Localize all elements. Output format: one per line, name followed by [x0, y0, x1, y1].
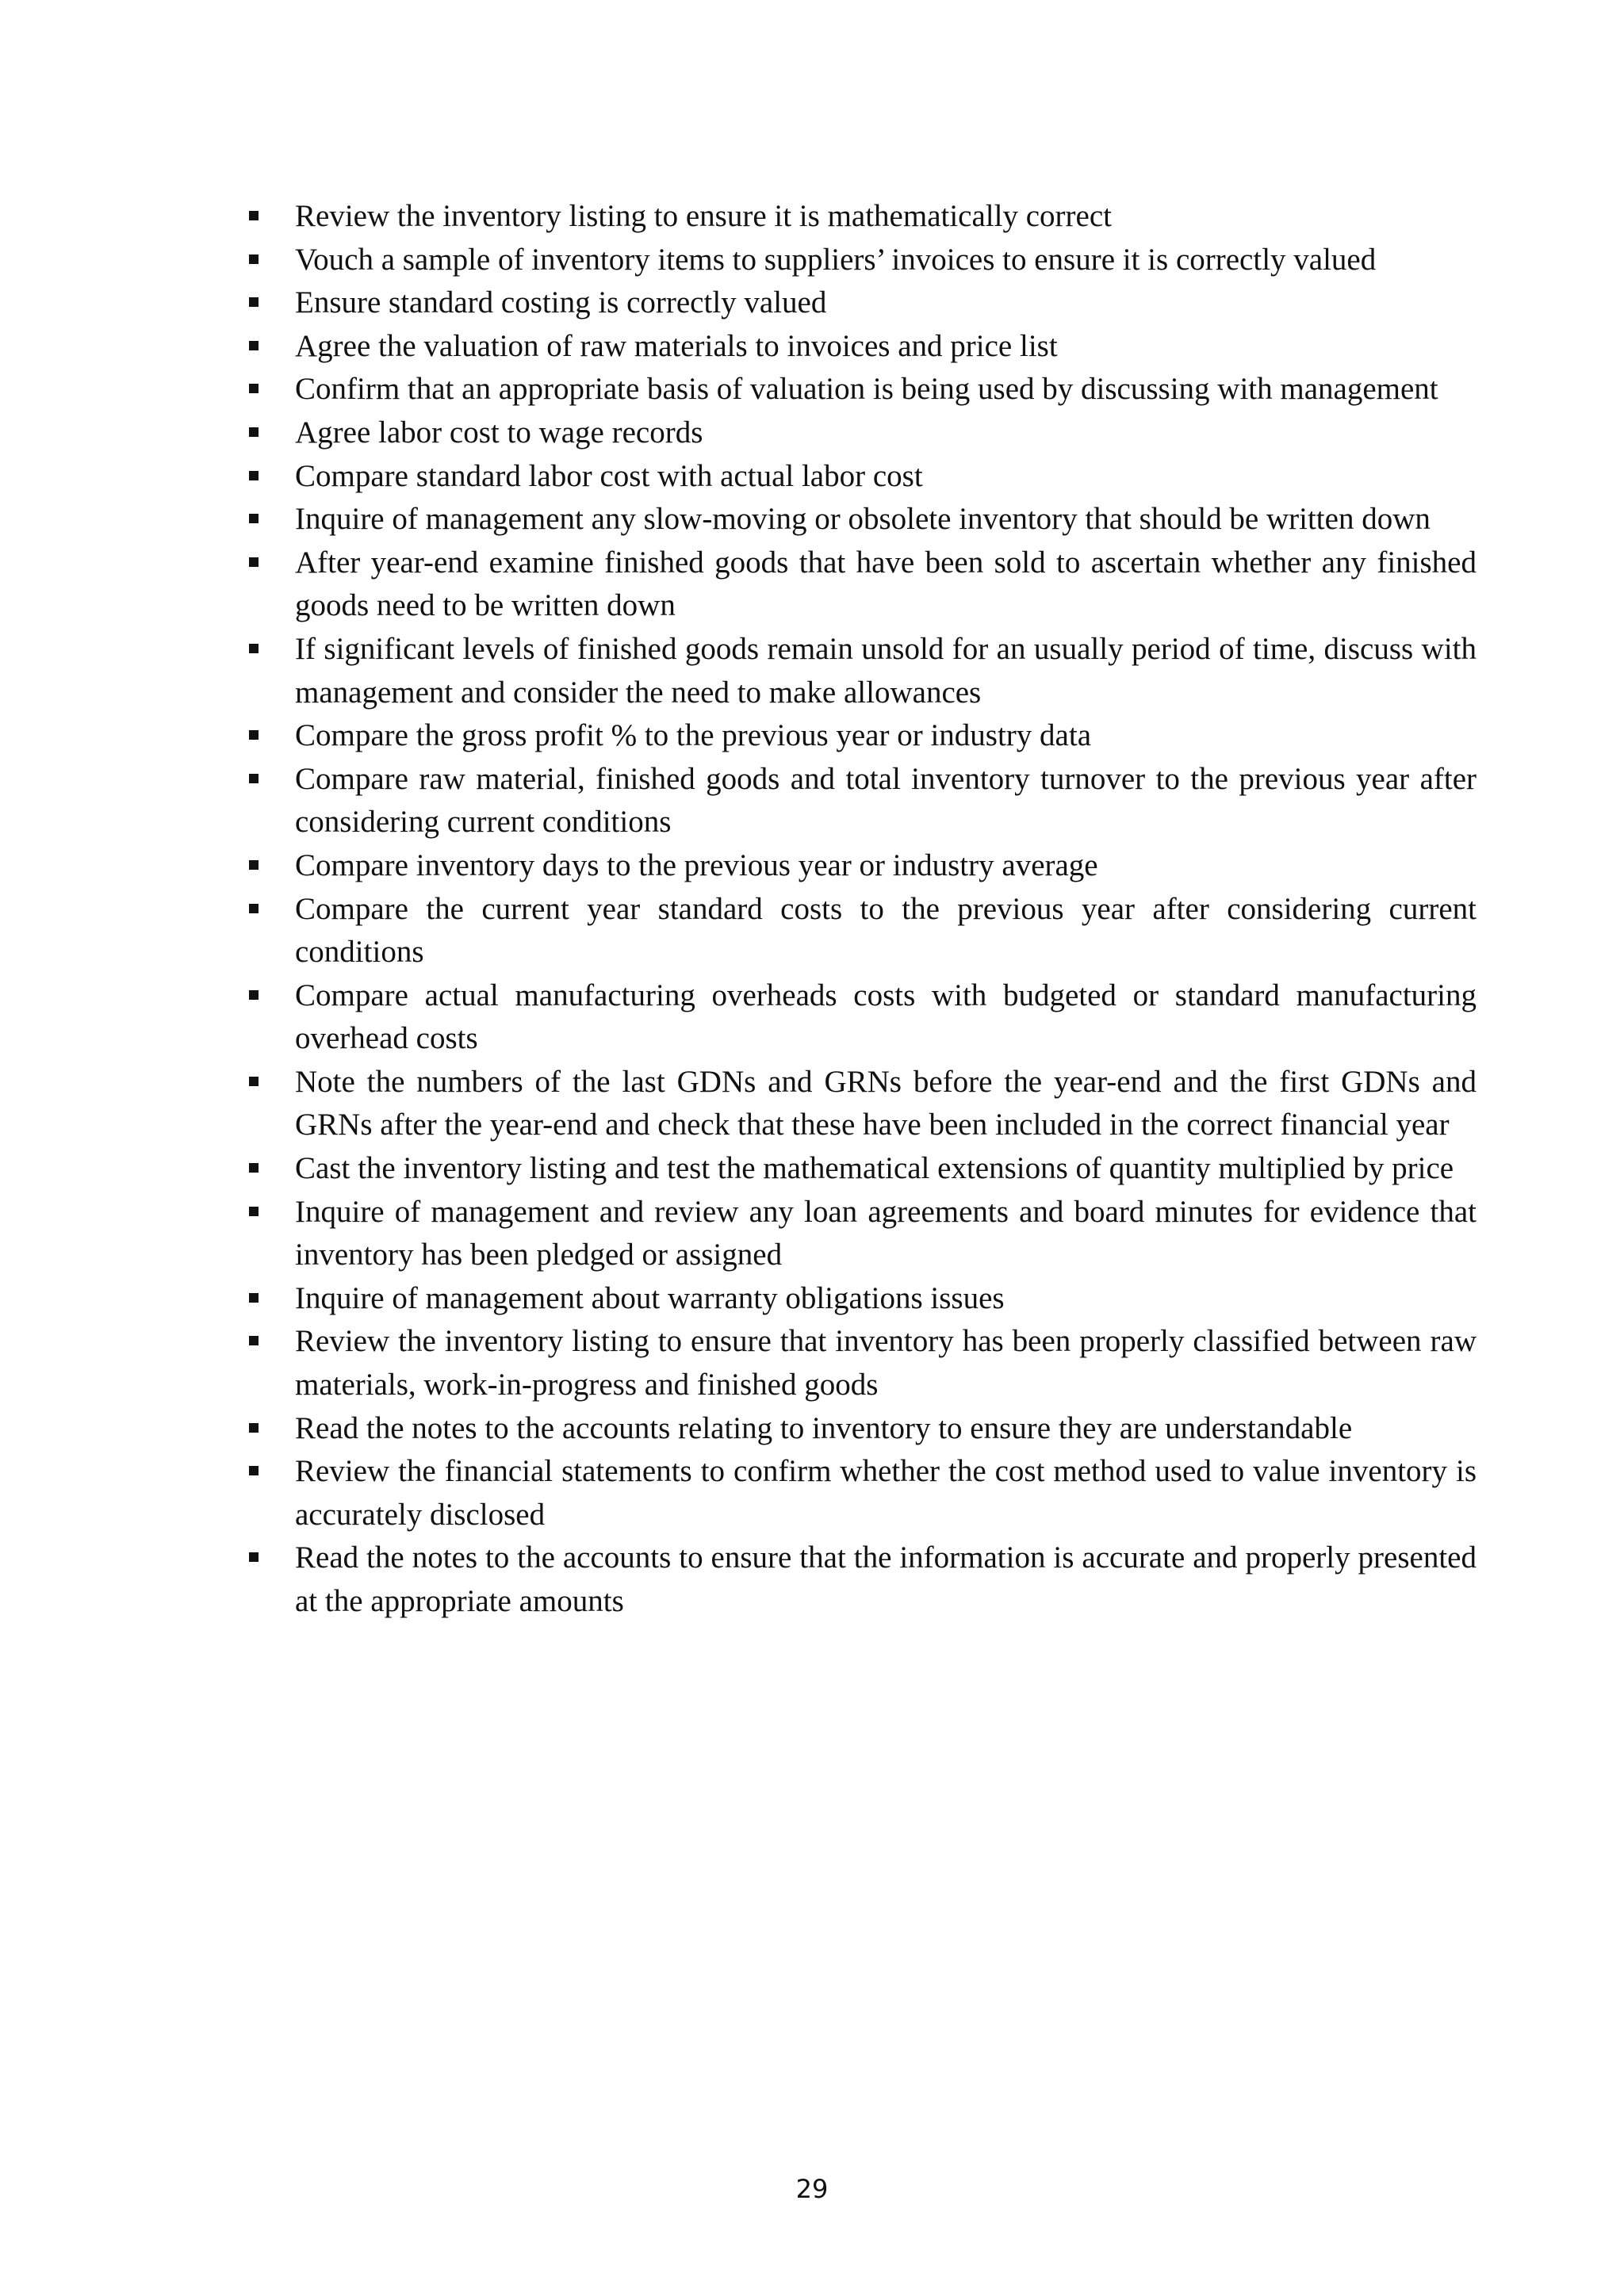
list-item — [243, 888, 1477, 974]
list-item — [243, 541, 1477, 628]
square-bullet-icon — [249, 254, 259, 264]
list-item-text: Ensure standard costing is correctly valued — [295, 285, 827, 320]
list-item — [243, 844, 1477, 888]
square-bullet-icon — [249, 1552, 259, 1562]
square-bullet-icon — [249, 427, 259, 437]
square-bullet-icon — [249, 557, 259, 567]
list-item-text: Inquire of management and review any loan agreements and board minutes for evidence that inventory has been pledged or assigned — [295, 1194, 1477, 1272]
list-item-text: Inquire of management any slow-moving or obsolete inventory that should be written down — [295, 502, 1431, 537]
list-item-text: Review the inventory listing to ensure it is mathematically correct — [295, 199, 1112, 233]
square-bullet-icon — [249, 730, 259, 740]
list-item-text: Vouch a sample of inventory items to suppliers’ invoices to ensure it is correctly valued — [295, 242, 1377, 277]
list-item-text: Review the financial statements to confirm whether the cost method used to value inventory is accurately disclosed — [295, 1454, 1477, 1532]
list-item — [243, 1320, 1477, 1406]
list-item-text: If significant levels of finished goods remain unsold for an usually period of time, discuss with management and consider the need to make allowances — [295, 631, 1477, 710]
square-bullet-icon — [249, 1293, 259, 1303]
list-item — [243, 1536, 1477, 1623]
square-bullet-icon — [249, 1466, 259, 1475]
square-bullet-icon — [249, 1423, 259, 1433]
square-bullet-icon — [249, 211, 259, 220]
page-number: 29 — [795, 2174, 829, 2204]
list-item-text: Compare the gross profit % to the previous year or industry data — [295, 718, 1092, 753]
square-bullet-icon — [249, 904, 259, 913]
square-bullet-icon — [249, 384, 259, 393]
list-item — [243, 628, 1477, 714]
list-item — [243, 239, 1477, 282]
list-item — [243, 758, 1477, 844]
list-item — [243, 455, 1477, 499]
list-item — [243, 498, 1477, 541]
list-item — [243, 325, 1477, 369]
square-bullet-icon — [249, 1336, 259, 1345]
list-item-text: Compare inventory days to the previous year or industry average — [295, 848, 1098, 882]
list-item-text: Agree the valuation of raw materials to invoices and price list — [295, 328, 1058, 363]
square-bullet-icon — [249, 1207, 259, 1216]
list-item — [243, 281, 1477, 325]
list-item — [243, 368, 1477, 411]
list-item-text: Note the numbers of the last GDNs and GRNs before the year-end and the first GDNs and GRNs after the year-end and check that these have been included in the correct financial year — [295, 1064, 1477, 1142]
list-item — [243, 1061, 1477, 1147]
list-item-text: Inquire of management about warranty obligations issues — [295, 1280, 1005, 1315]
list-item-text: Compare the current year standard costs to the previous year after considering current conditions — [295, 891, 1477, 970]
bullet-list — [243, 195, 1477, 1624]
list-item — [243, 1191, 1477, 1277]
square-bullet-icon — [249, 860, 259, 870]
square-bullet-icon — [249, 471, 259, 480]
list-item-text: Confirm that an appropriate basis of valuation is being used by discussing with management — [295, 372, 1438, 407]
square-bullet-icon — [249, 644, 259, 653]
list-item — [243, 195, 1477, 239]
list-item-text: Compare actual manufacturing overheads costs with budgeted or standard manufacturing overhead costs — [295, 978, 1477, 1056]
square-bullet-icon — [249, 341, 259, 350]
square-bullet-icon — [249, 514, 259, 523]
list-item-text: After year-end examine finished goods that have been sold to ascertain whether any finished goods need to be written down — [295, 545, 1477, 623]
square-bullet-icon — [249, 1163, 259, 1173]
list-item — [243, 714, 1477, 758]
list-item — [243, 974, 1477, 1061]
list-item — [243, 1277, 1477, 1321]
square-bullet-icon — [249, 774, 259, 783]
list-item — [243, 1450, 1477, 1536]
list-item-text: Review the inventory listing to ensure that inventory has been properly classified between raw materials, work-in-progress and finished goods — [295, 1324, 1477, 1402]
list-item-text: Cast the inventory listing and test the mathematical extensions of quantity multiplied by price — [295, 1151, 1454, 1186]
square-bullet-icon — [249, 990, 259, 1000]
square-bullet-icon — [249, 297, 259, 307]
list-item — [243, 1407, 1477, 1451]
list-item — [243, 411, 1477, 455]
list-item-text: Compare raw material, finished goods and total inventory turnover to the previous year after considering current conditions — [295, 761, 1477, 840]
square-bullet-icon — [249, 1077, 259, 1086]
list-item-text: Agree labor cost to wage records — [295, 415, 703, 450]
list-item — [243, 1147, 1477, 1191]
list-item-text: Read the notes to the accounts to ensure that the information is accurate and properly presented at the appropriate amounts — [295, 1540, 1477, 1618]
list-item-text: Read the notes to the accounts relating to inventory to ensure they are understandable — [295, 1410, 1353, 1445]
list-item-text: Compare standard labor cost with actual labor cost — [295, 458, 923, 493]
